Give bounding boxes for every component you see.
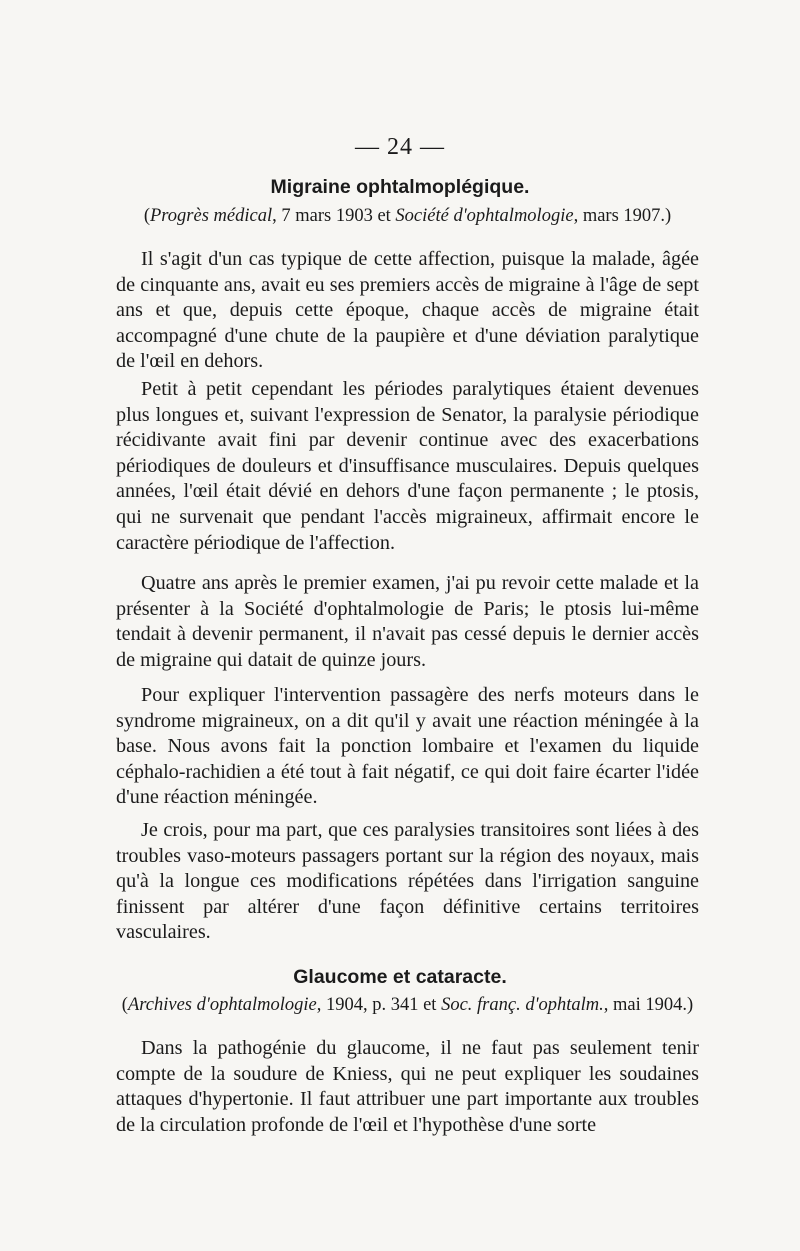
- source-open: (: [143, 206, 150, 226]
- page-number: — 24 —: [355, 134, 445, 160]
- section-heading-migraine: Migraine ophtalmoplégique.: [270, 176, 530, 198]
- paragraph: Pour expliquer l'intervention passagère des nerfs moteurs dans le syndrome migraineux, on a dit qu'il y avait une réaction méningée à la base. Nous avons fait la ponction lombaire et l'examen du liquide céphalo-rachidien a été tout à fait négatif, ce qui doit faire écarter l'idée d'une réaction méningée.: [116, 684, 699, 809]
- source-journal: Soc. franç. d'ophtalm.: [441, 995, 604, 1015]
- section-source-migraine: [110, 206, 705, 227]
- paragraph: Quatre ans après le premier examen, j'ai pu revoir cette malade et la présenter à la Société d'ophtalmologie de Paris; le ptosis lui-même tendait à devenir permanent, il n'avait pas cessé depuis le dernier accès de migraine qui datait de quinze jours.: [116, 572, 699, 671]
- source-date: , mai 1904.): [603, 995, 694, 1015]
- source-date: , 7 mars 1903 et: [272, 206, 396, 226]
- source-date: , 1904, p. 341 et: [316, 995, 442, 1015]
- paragraph: Il s'agit d'un cas typique de cette affection, puisque la malade, âgée de cinquante ans, avait eu ses premiers accès de migraine à l'âge de sept ans et que, depuis cette époque, chaque accès de migraine était accompagné d'une chute de la paupière et d'une déviation paralytique de l'œil en dehors.: [116, 248, 699, 373]
- section-heading-glaucome: Glaucome et cataracte.: [293, 966, 507, 988]
- source-journal: Progrès médical: [149, 206, 273, 226]
- paragraph: Je crois, pour ma part, que ces paralysies transitoires sont liées à des troubles vaso-moteurs passagers portant sur la région des noyaux, mais qu'à la longue ces modifications répétées dans l'irrigation sanguine finissent par altérer d'une façon définitive certains territoires vasculaires.: [116, 819, 699, 944]
- source-journal: Société d'ophtalmologie: [395, 206, 574, 226]
- source-open: (: [121, 995, 128, 1015]
- source-date: , mars 1907.): [573, 206, 672, 226]
- paragraph: Dans la pathogénie du glaucome, il ne faut pas seulement tenir compte de la soudure de Kniess, qui ne peut expliquer les soudaines attaques d'hypertonie. Il faut attribuer une part importante aux troubles de la circulation profonde de l'œil et l'hypothèse d'une sorte: [116, 1037, 699, 1136]
- source-journal: Archives d'ophtalmologie: [127, 995, 317, 1015]
- section-source-glaucome: [110, 995, 705, 1016]
- paragraph: Petit à petit cependant les périodes paralytiques étaient devenues plus longues et, suivant l'expression de Senator, la paralysie périodique récidivante avait fini par devenir continue avec des exacerbations périodiques de douleurs et d'insuffisance musculaires. Depuis quelques années, l'œil était dévié en dehors d'une façon permanente ; le ptosis, qui ne survenait que pendant l'accès migraineux, affirmait encore le caractère périodique de l'affection.: [116, 378, 699, 554]
